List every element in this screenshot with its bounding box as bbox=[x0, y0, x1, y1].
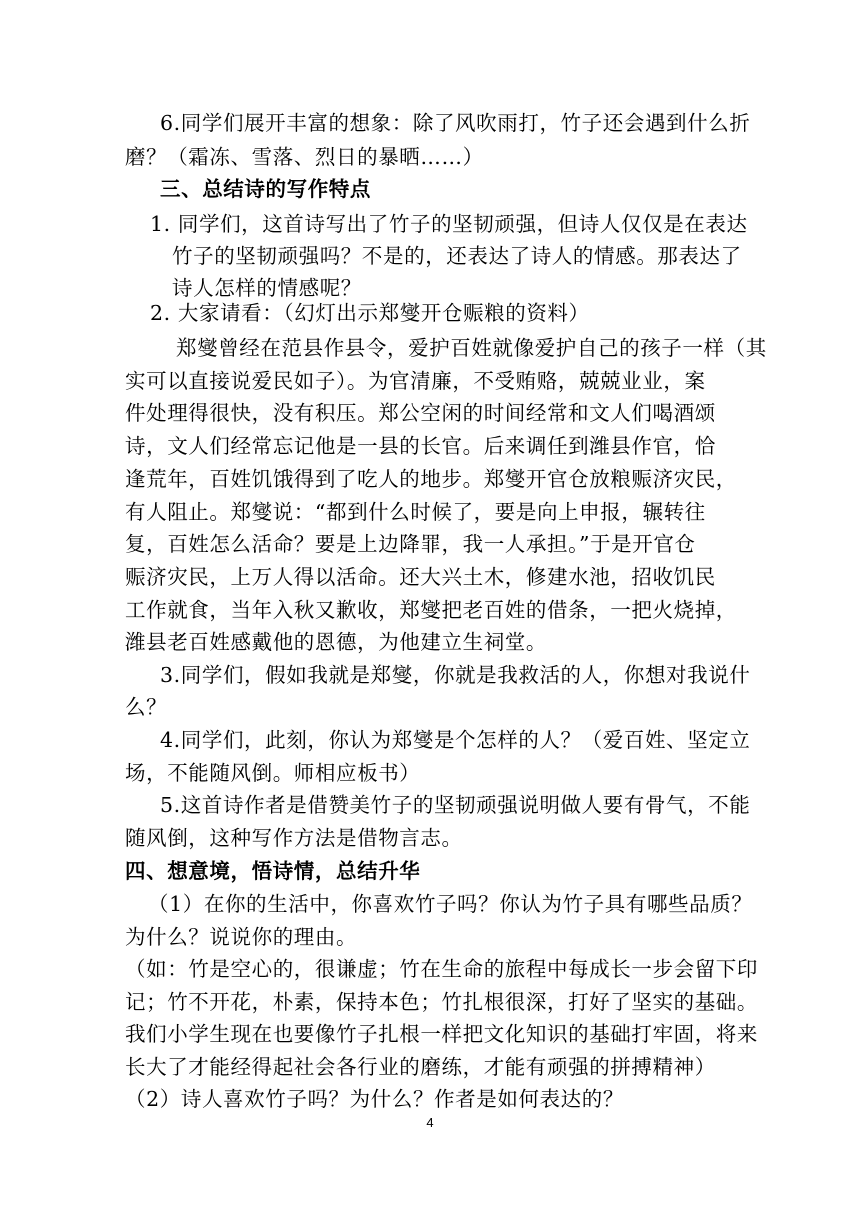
paragraph-line: 2. 大家请看：（幻灯出示郑燮开仓赈粮的资料） bbox=[150, 301, 590, 325]
paragraph-line: 工作就食，当年入秋又歉收，郑燮把老百姓的借条，一把火烧掉， bbox=[125, 598, 737, 622]
paragraph-line: （1）在你的生活中，你喜欢竹子吗？你认为竹子具有哪些品质？ bbox=[148, 892, 753, 916]
paragraph-line: 件处理得很快，没有积压。郑公空闲的时间经常和文人们喝酒颂 bbox=[125, 401, 716, 425]
page-number: 4 bbox=[426, 1115, 434, 1130]
paragraph-line: 6.同学们展开丰富的想象：除了风吹雨打，竹子还会遇到什么折 bbox=[160, 111, 751, 135]
paragraph-line: 场，不能随风倒。师相应板书） bbox=[125, 761, 421, 785]
paragraph-line: 记；竹不开花，朴素，保持本色；竹扎根很深，打好了坚实的基础。 bbox=[125, 990, 758, 1014]
paragraph-line: （2）诗人喜欢竹子吗？为什么？作者是如何表达的？ bbox=[125, 1087, 624, 1111]
paragraph-line: （如：竹是空心的，很谦虚；竹在生命的旅程中每成长一步会留下印 bbox=[125, 957, 758, 981]
paragraph-line: 诗人怎样的情感呢？ bbox=[172, 276, 362, 300]
paragraph-line: 3.同学们，假如我就是郑燮，你就是我救活的人，你想对我说什 bbox=[160, 663, 751, 687]
paragraph-line: 1. 同学们，这首诗写出了竹子的坚韧顽强，但诗人仅仅是在表达 bbox=[150, 212, 748, 236]
paragraph-line: 竹子的坚韧顽强吗？不是的，还表达了诗人的情感。那表达了 bbox=[172, 244, 742, 268]
paragraph-line: 郑燮曾经在范县作县令，爱护百姓就像爱护自己的孩子一样（其 bbox=[176, 336, 767, 360]
paragraph-line: 潍县老百姓感戴他的恩德，为他建立生祠堂。 bbox=[125, 630, 547, 654]
paragraph-line: 复，百姓怎么活命？要是上边降罪，我一人承担。”于是开官仓 bbox=[125, 532, 696, 556]
paragraph-line: 赈济灾民，上万人得以活命。还大兴土木，修建水池，招收饥民 bbox=[125, 565, 716, 589]
paragraph-line: 我们小学生现在也要像竹子扎根一样把文化知识的基础打牢固，将来 bbox=[125, 1022, 758, 1046]
paragraph-line: 么？ bbox=[125, 695, 168, 719]
paragraph-line: 实可以直接说爱民如子）。为官清廉，不受贿赂，兢兢业业，案 bbox=[125, 369, 706, 393]
paragraph-line: 逢荒年，百姓饥饿得到了吃人的地步。郑燮开官仓放粮赈济灾民， bbox=[125, 467, 737, 491]
section-heading: 三、总结诗的写作特点 bbox=[160, 177, 371, 201]
section-heading: 四、想意境，悟诗情，总结升华 bbox=[125, 859, 421, 883]
paragraph-line: 4.同学们，此刻，你认为郑燮是个怎样的人？（爱百姓、坚定立 bbox=[160, 728, 751, 752]
paragraph-line: 随风倒，这种写作方法是借物言志。 bbox=[125, 826, 463, 850]
paragraph-line: 磨？（霜冻、雪落、烈日的暴晒……） bbox=[125, 145, 484, 169]
paragraph-line: 5.这首诗作者是借赞美竹子的坚韧顽强说明做人要有骨气，不能 bbox=[160, 793, 751, 817]
paragraph-line: 为什么？说说你的理由。 bbox=[125, 925, 358, 949]
paragraph-line: 有人阻止。郑燮说：“都到什么时候了，要是向上申报，辗转往 bbox=[125, 500, 706, 524]
paragraph-line: 长大了才能经得起社会各行业的磨练，才能有顽强的拼搏精神） bbox=[125, 1055, 716, 1079]
paragraph-line: 诗，文人们经常忘记他是一县的长官。后来调任到潍县作官，恰 bbox=[125, 434, 716, 458]
